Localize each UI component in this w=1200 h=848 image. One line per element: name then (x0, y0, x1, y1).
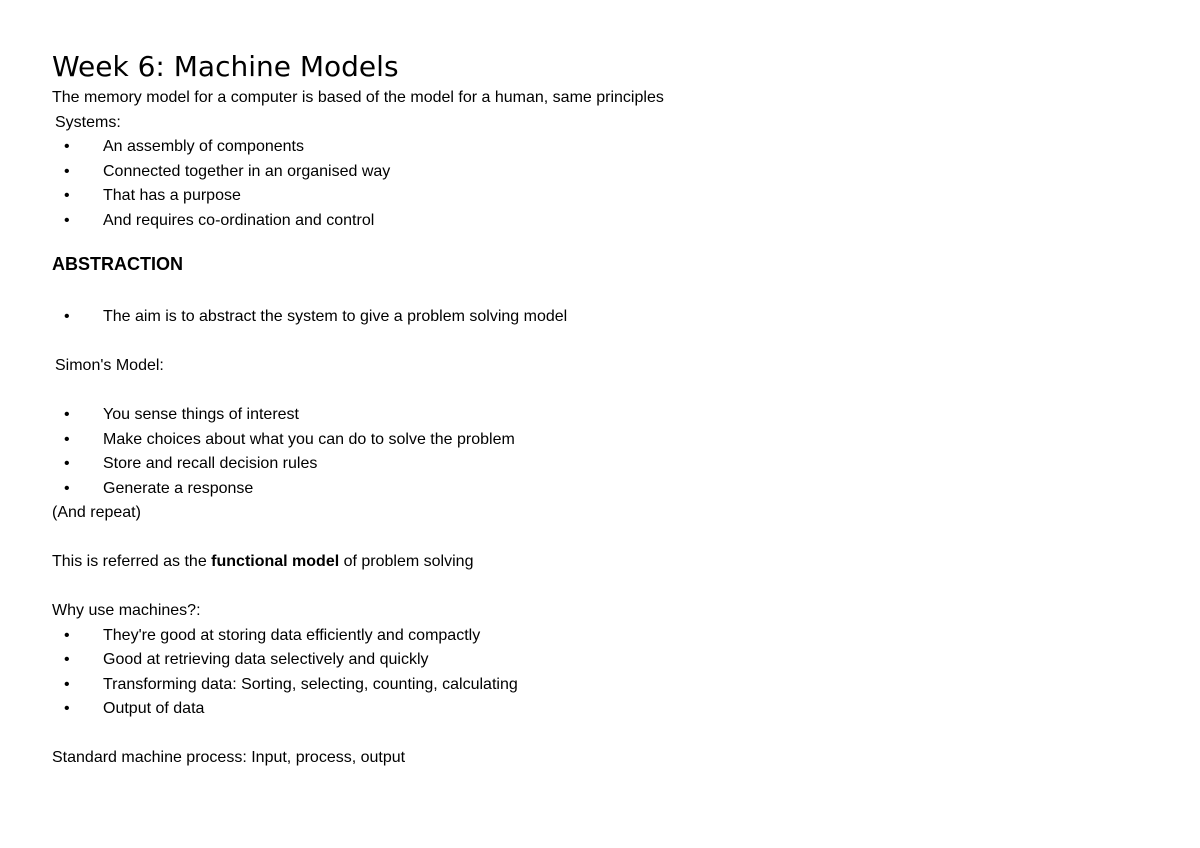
functional-model-sentence: This is referred as the functional model of problem solving (52, 553, 474, 570)
list-item: • Make choices about what you can do to solve the problem (52, 428, 1152, 453)
simon-label: Simon's Model: (55, 357, 164, 374)
list-item: • Transforming data: Sorting, selecting, counting, calculating (52, 673, 1152, 698)
list-item: • You sense things of interest (52, 403, 1152, 428)
simon-list (52, 403, 1152, 501)
systems-label: Systems: (55, 113, 121, 131)
bullet-icon: • (64, 138, 70, 155)
bullet-icon: • (64, 700, 70, 717)
bullet-icon: • (64, 455, 70, 472)
why-list (52, 624, 1152, 722)
list-item: • The aim is to abstract the system to give a problem solving model (52, 305, 1152, 330)
why-label: Why use machines?: (52, 602, 201, 619)
list-item: • That has a purpose (52, 184, 1152, 209)
bullet-icon: • (64, 308, 70, 325)
systems-list (52, 135, 1152, 233)
bullet-icon: • (64, 626, 70, 644)
list-item: • Good at retrieving data selectively and quickly (52, 648, 1152, 673)
list-item: • They're good at storing data efficiently and compactly (52, 624, 1152, 649)
list-item: • Store and recall decision rules (52, 452, 1152, 477)
repeat-note: (And repeat) (52, 504, 141, 521)
bullet-icon: • (64, 675, 70, 693)
bullet-icon: • (64, 162, 70, 180)
bullet-icon: • (64, 187, 70, 204)
list-item: • Connected together in an organised way (52, 160, 1152, 185)
bullet-icon: • (64, 651, 70, 668)
list-item: • And requires co-ordination and control (52, 209, 1152, 234)
bullet-icon: • (64, 430, 70, 448)
abstraction-list (52, 305, 1152, 330)
intro-text: The memory model for a computer is based of the model for a human, same principles (52, 89, 664, 106)
list-item: • An assembly of components (52, 135, 1152, 160)
list-item: • Output of data (52, 697, 1152, 722)
list-item: • Generate a response (52, 477, 1152, 502)
bullet-icon: • (64, 211, 70, 229)
abstraction-heading: ABSTRACTION (52, 254, 183, 274)
document-title: Week 6: Machine Models (52, 50, 399, 83)
bullet-icon: • (64, 479, 70, 497)
standard-process-text: Standard machine process: Input, process, output (52, 749, 406, 766)
bullet-icon: • (64, 406, 70, 423)
document-page (52, 48, 1152, 771)
functional-model-term: functional model (211, 553, 340, 570)
